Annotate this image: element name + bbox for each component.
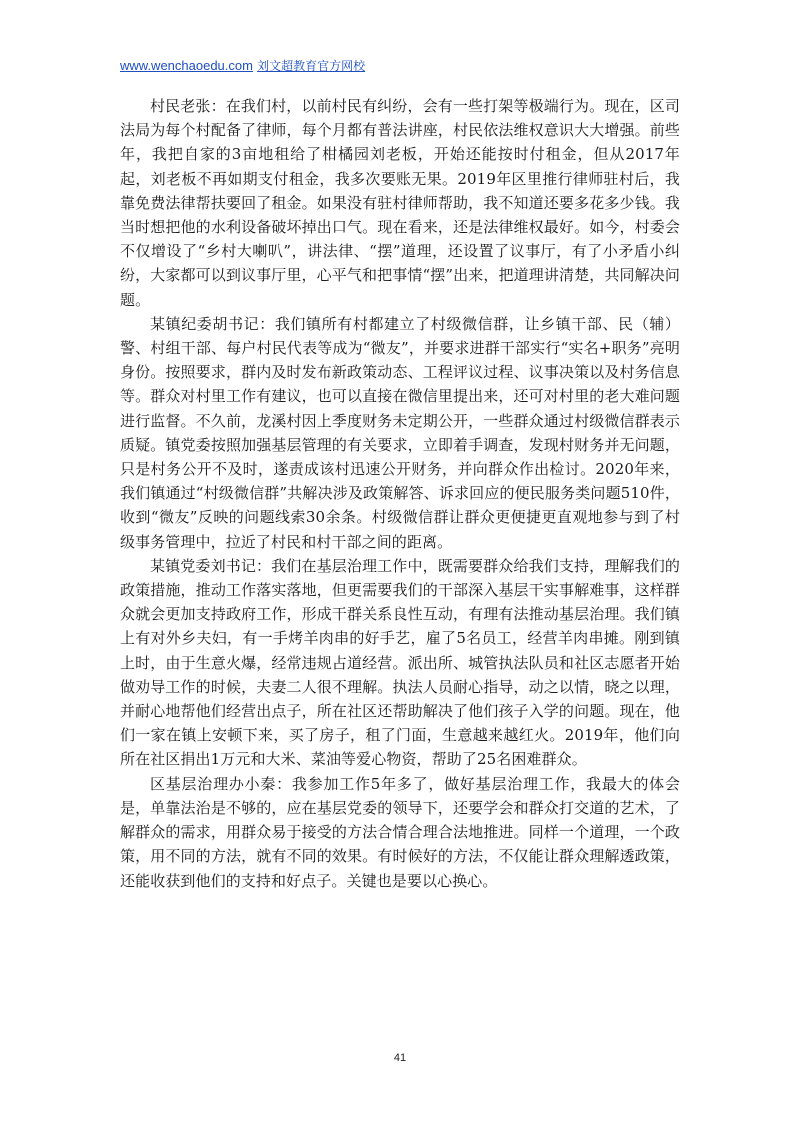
paragraph-secretary-liu: 某镇党委刘书记：我们在基层治理工作中，既需要群众给我们支持，理解我们的政策措施，推动工作落实落地，但更需要我们的干部深入基层干实事解难事，这样群众就会更加支持政府工作，形成干群关系良性互动，有理有法推动基层治理。我们镇上有对外乡夫妇，有一手烤羊肉串的好手艺，雇了5名员工，经营羊肉串摊。刚到镇上时，由于生意火爆，经常违规占道经营。派出所、城管执法队员和社区志愿者开始做劝导工作的时候，夫妻二人很不理解。执法人员耐心指导，动之以情，晓之以理，并耐心地帮他们经营出点子，所在社区还帮助解决了他们孩子入学的问题。现在，他们一家在镇上安顿下来，买了房子，租了门面，生意越来越红火。2019年，他们向所在社区捐出1万元和大米、菜油等爱心物资，帮助了25名困难群众。: [120, 556, 680, 769]
page-header: [120, 58, 365, 75]
page-number: 41: [393, 1052, 407, 1064]
document-body: [120, 94, 680, 893]
website-link[interactable]: www.wenchaoedu.com: [120, 58, 253, 73]
paragraph-villager-zhang: 村民老张：在我们村，以前村民有纠纷，会有一些打架等极端行为。现在，区司法局为每个村配备了律师，每个月都有普法讲座，村民依法维权意识大大增强。前些年，我把自家的3亩地租给了柑橘园刘老板，开始还能按时付租金，但从2017年起，刘老板不再如期支付租金，我多次要账无果。2019年区里推行律师驻村后，我靠免费法律帮扶要回了租金。如果没有驻村律师帮助，我不知道还要多花多少钱。我当时想把他的水利设备破坏掉出口气。现在看来，还是法律维权最好。如今，村委会不仅增设了“乡村大喇叭”，讲法律、“摆”道理，还设置了议事厅，有了小矛盾小纠纷，大家都可以到议事厅里，心平气和把事情“摆”出来，把道理讲清楚，共同解决问题。: [120, 97, 680, 309]
paragraph-xiao-qin: 区基层治理办小秦：我参加工作5年多了，做好基层治理工作，我最大的体会是，单靠法治是不够的，应在基层党委的领导下，还要学会和群众打交道的艺术，了解群众的需求，用群众易于接受的方法合情合理合法地推进。同样一个道理，一个政策，用不同的方法，就有不同的效果。有时候好的方法，不仅能让群众理解透政策，还能收获到他们的支持和好点子。关键也是要以心换心。: [120, 774, 680, 890]
school-name-link[interactable]: 刘文超教育官方网校: [257, 59, 366, 73]
paragraph-secretary-hu: 某镇纪委胡书记：我们镇所有村都建立了村级微信群，让乡镇干部、民（辅）警、村组干部、每户村民代表等成为“微友”，并要求进群干部实行“实名+职务”亮明身份。按照要求，群内及时发布新政策动态、工程评议过程、议事决策以及村务信息等。群众对村里工作有建议，也可以直接在微信里提出来，还可对村里的老大难问题进行监督。不久前，龙溪村因上季度财务未定期公开，一些群众通过村级微信群表示质疑。镇党委按照加强基层管理的有关要求，立即着手调查，发现村财务并无问题，只是村务公开不及时，遂责成该村迅速公开财务，并向群众作出检讨。2020年来，我们镇通过“村级微信群”共解决涉及政策解答、诉求回应的便民服务类问题510件，收到“微友”反映的问题线索30余条。村级微信群让群众更便捷更直观地参与到了村级事务管理中，拉近了村民和村干部之间的距离。: [120, 314, 680, 551]
